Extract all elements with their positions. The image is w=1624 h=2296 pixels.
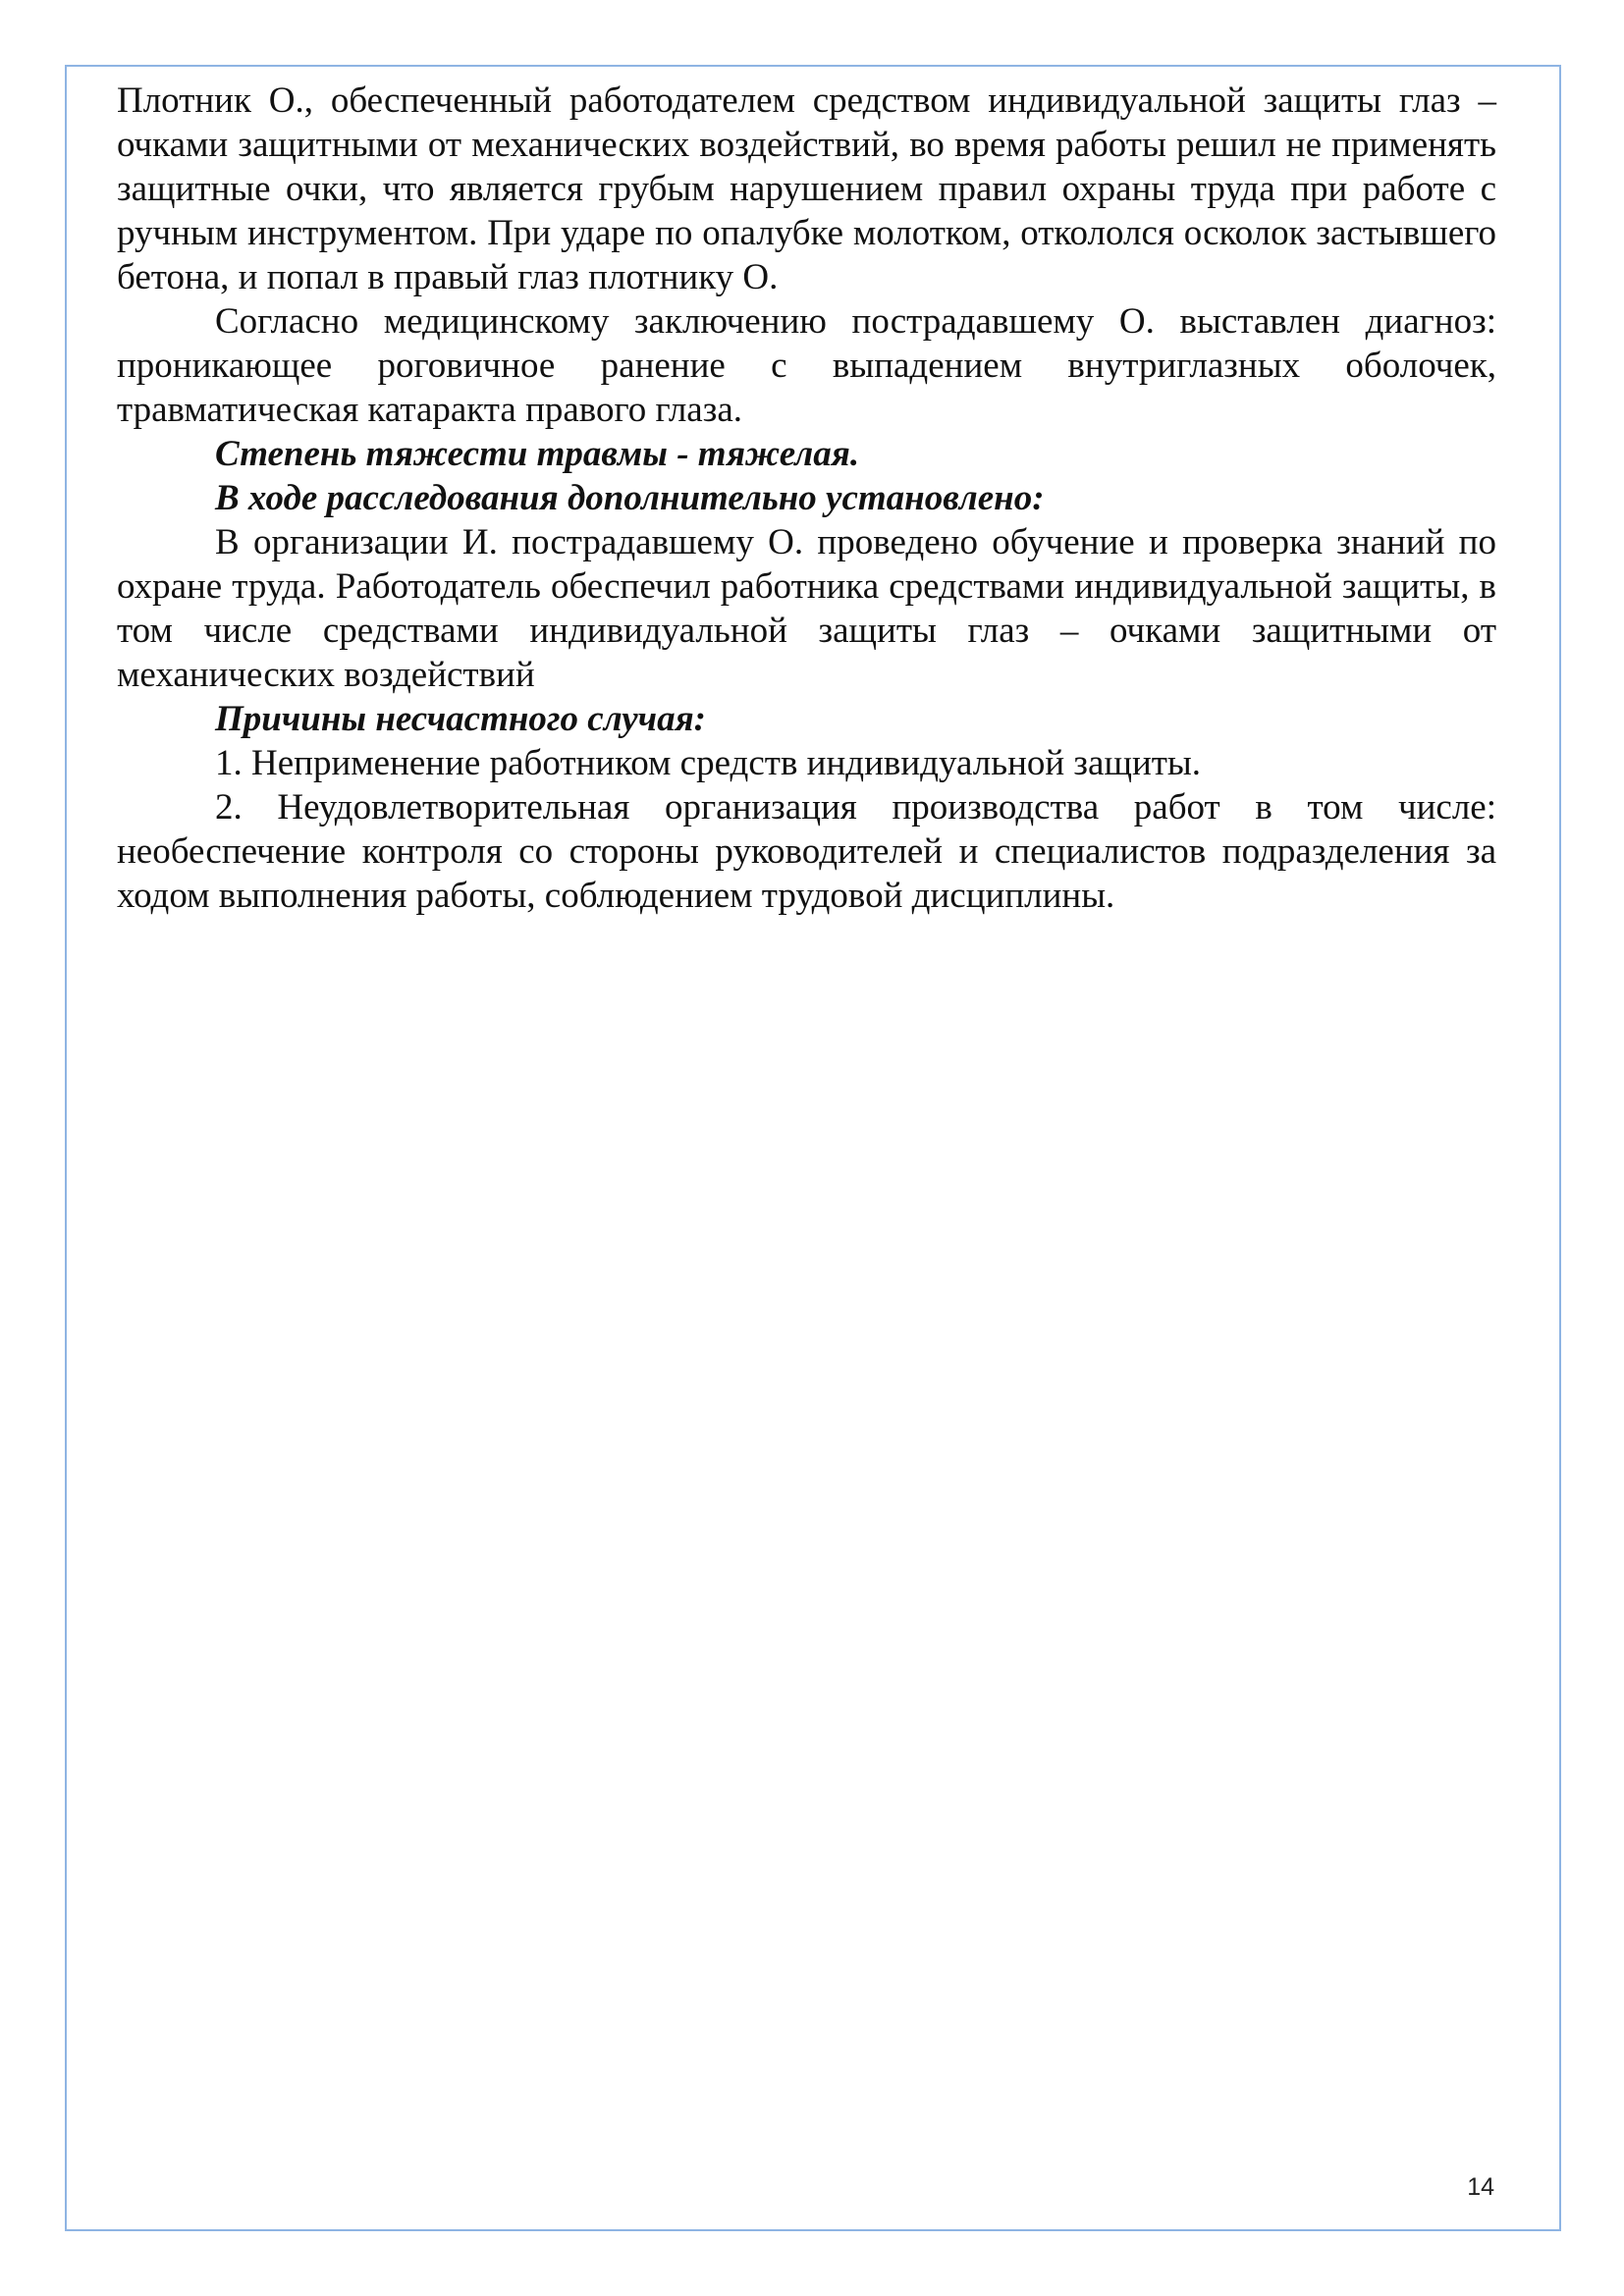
- heading-investigation-findings: В ходе расследования дополнительно установлено:: [215, 478, 1045, 518]
- document-body: [117, 79, 1496, 918]
- paragraph-medical-conclusion: Согласно медицинскому заключению пострадавшему О. выставлен диагноз: проникающее роговичное ранение с выпадением внутриглазных оболочек, травматическая катаракта правого глаза.: [117, 301, 1496, 430]
- heading-accident-causes: Причины несчастного случая:: [215, 699, 706, 739]
- paragraph-investigation-findings: В организации И. пострадавшему О. проведено обучение и проверка знаний по охране труда. Работодатель обеспечил работника средствами индивидуальной защиты, в том числе средствами индивидуальной защиты глаз – очками защитными от механических воздействий: [117, 522, 1496, 695]
- page-number: 14: [1467, 2173, 1494, 2201]
- list-item-cause-2: 2. Неудовлетворительная организация производства работ в том числе: необеспечение контроля со стороны руководителей и специалистов подразделения за ходом выполнения работы, соблюдением трудовой дисциплины.: [117, 787, 1496, 916]
- heading-injury-severity: Степень тяжести травмы - тяжелая.: [215, 434, 860, 474]
- paragraph-incident-description: Плотник О., обеспеченный работодателем средством индивидуальной защиты глаз – очками защитными от механических воздействий, во время работы решил не применять защитные очки, что является грубым нарушением правил охраны труда при работе с ручным инструментом. При ударе по опалубке молотком, откололся осколок застывшего бетона, и попал в правый глаз плотнику О.: [117, 80, 1496, 297]
- list-item-cause-1: 1. Неприменение работником средств индивидуальной защиты.: [215, 743, 1202, 783]
